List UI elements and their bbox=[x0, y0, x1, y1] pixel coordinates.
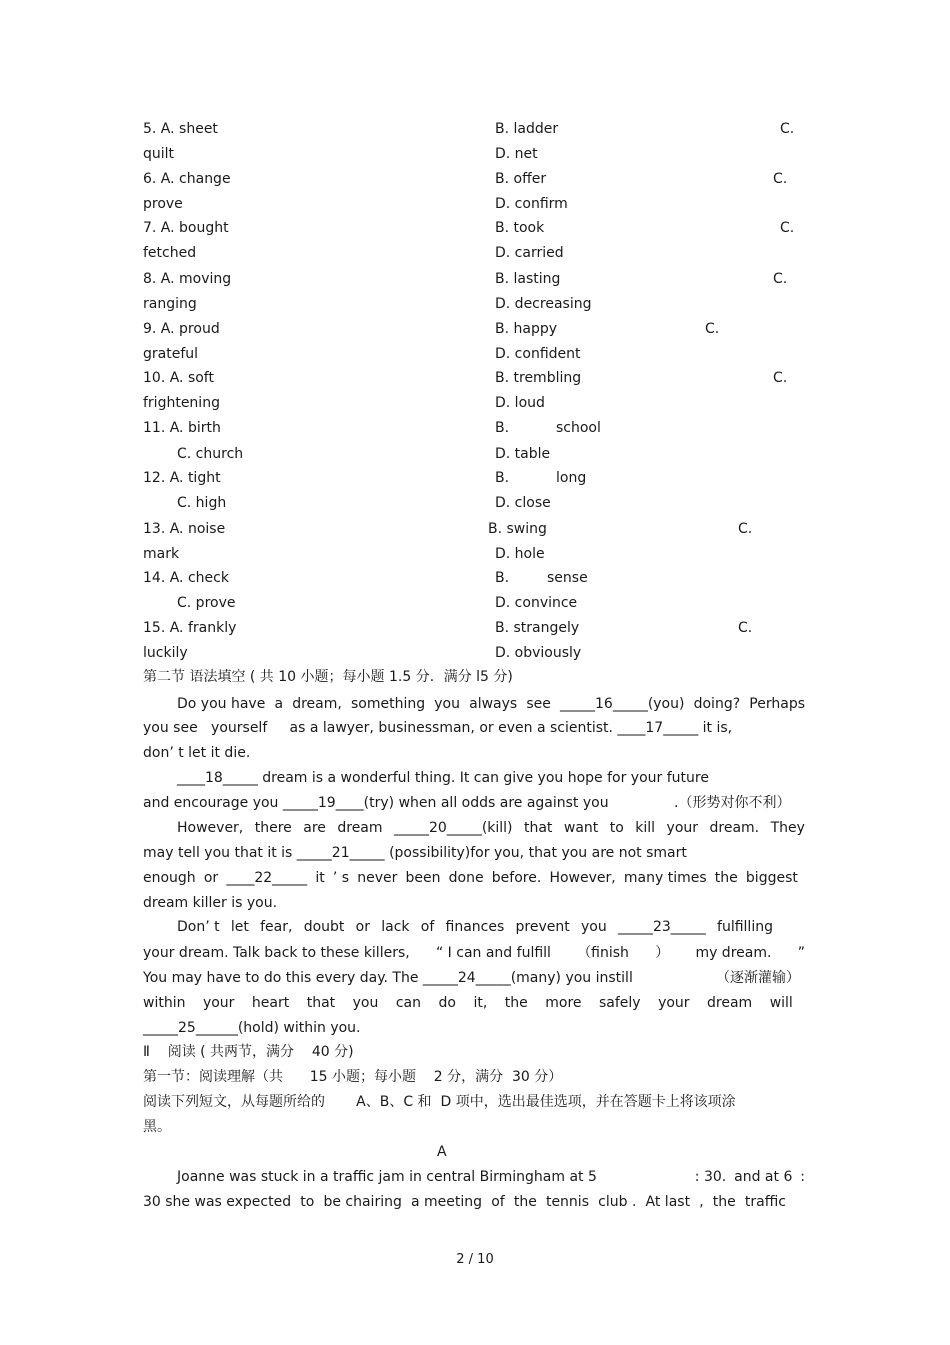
q5-option-c-word: quilt bbox=[143, 146, 175, 162]
passage-line bbox=[177, 918, 773, 936]
q15-option-a: 15. A. frankly bbox=[143, 620, 237, 636]
word: to bbox=[300, 1194, 315, 1210]
word: biggest bbox=[745, 870, 798, 886]
word: a bbox=[274, 696, 284, 712]
q10-option-d: D. loud bbox=[495, 395, 545, 411]
section2-heading: 第二节 语法填空 ( 共 10 小题；每小题 1.5 分．满分 l5 分) bbox=[143, 669, 513, 685]
q9-option-d: D. confident bbox=[495, 346, 581, 362]
word: Do you have bbox=[177, 696, 266, 712]
q12-option-b-word: long bbox=[556, 470, 587, 486]
word: never bbox=[357, 870, 398, 886]
word: your bbox=[666, 820, 699, 836]
word: something bbox=[350, 696, 426, 712]
word: can bbox=[395, 995, 422, 1011]
word: （finish bbox=[577, 945, 629, 961]
word: fulfilling bbox=[717, 919, 773, 935]
word: finances bbox=[445, 919, 505, 935]
q9-option-c-word: grateful bbox=[143, 346, 199, 362]
word: you bbox=[352, 995, 379, 1011]
word: enough bbox=[143, 870, 196, 886]
word: that bbox=[306, 995, 336, 1011]
passage-gloss: .（形势对你不利） bbox=[674, 795, 791, 811]
q6-option-c-word: prove bbox=[143, 196, 183, 212]
word: your bbox=[202, 995, 235, 1011]
section1-heading: 第一节：阅读理解（共 15 小题；每小题 2 分，满分 30 分） bbox=[143, 1069, 563, 1085]
passage-line bbox=[177, 695, 805, 713]
blank-20: _____20_____(kill) bbox=[394, 820, 513, 836]
blank-16: _____16_____(you) bbox=[560, 696, 685, 712]
word: Don’ t bbox=[177, 919, 220, 935]
q13-option-d: D. hole bbox=[495, 546, 545, 562]
word: your dream. Talk back to these killers, bbox=[143, 945, 410, 961]
q11-option-b-word: school bbox=[556, 420, 601, 436]
q9-option-c: C. bbox=[705, 321, 720, 337]
reading-line bbox=[143, 1193, 786, 1211]
word: want bbox=[563, 820, 599, 836]
blank-23: _____23_____ bbox=[617, 919, 706, 935]
q14-option-b-word: sense bbox=[547, 570, 588, 586]
word: At last bbox=[645, 1194, 691, 1210]
word: : 30. bbox=[694, 1169, 727, 1185]
q5-option-c: C. bbox=[780, 121, 795, 137]
word: However, bbox=[549, 870, 616, 886]
word: been bbox=[405, 870, 441, 886]
q10-option-a: 10. A. soft bbox=[143, 370, 214, 386]
q7-option-a: 7. A. bought bbox=[143, 220, 229, 236]
q8-option-c: C. bbox=[773, 271, 788, 287]
word: or bbox=[355, 919, 370, 935]
q11-option-c: C. church bbox=[177, 446, 244, 462]
q13-option-a: 13. A. noise bbox=[143, 521, 226, 537]
word: more bbox=[545, 995, 582, 1011]
q12-option-d: D. close bbox=[495, 495, 551, 511]
word: 30 she was expected bbox=[143, 1194, 292, 1210]
q7-option-c: C. bbox=[780, 220, 795, 236]
word: club . bbox=[598, 1194, 637, 1210]
q13-option-c: C. bbox=[738, 521, 753, 537]
instruction-line: 阅读下列短文，从每题所给的 A、B、C 和 D 项中，选出最佳选项，并在答题卡上将该项涂 bbox=[143, 1094, 736, 1110]
word: see bbox=[526, 696, 551, 712]
word: done bbox=[448, 870, 484, 886]
word: safely bbox=[598, 995, 641, 1011]
word: of bbox=[420, 919, 435, 935]
q11-option-b: B. bbox=[495, 420, 510, 436]
word: it, bbox=[473, 995, 488, 1011]
word: before. bbox=[491, 870, 542, 886]
word: it bbox=[315, 870, 325, 886]
word: ” bbox=[797, 945, 805, 961]
q5-option-d: D. net bbox=[495, 146, 538, 162]
q5-option-a: 5. A. sheet bbox=[143, 121, 218, 137]
word: within bbox=[143, 995, 186, 1011]
q11-option-a: 11. A. birth bbox=[143, 420, 221, 436]
page-number: 2 / 10 bbox=[456, 1252, 494, 1267]
passage-line: may tell you that it is _____21_____ (possibility)for you, that you are not smart bbox=[143, 845, 687, 861]
q12-option-b: B. bbox=[495, 470, 510, 486]
word: dream bbox=[337, 820, 383, 836]
q10-option-c-word: frightening bbox=[143, 395, 220, 411]
passage-line: ____18_____ dream is a wonderful thing. It can give you hope for your future bbox=[177, 770, 709, 786]
q11-option-d: D. table bbox=[495, 446, 551, 462]
q8-option-c-word: ranging bbox=[143, 296, 197, 312]
word: prevent bbox=[515, 919, 570, 935]
passage-line: don’ t let it die. bbox=[143, 745, 251, 761]
q9-option-a: 9. A. proud bbox=[143, 321, 220, 337]
word: you bbox=[434, 696, 460, 712]
q15-option-b: B. strangely bbox=[495, 620, 580, 636]
word: fear, bbox=[260, 919, 293, 935]
word: However, bbox=[177, 820, 244, 836]
q15-option-c-word: luckily bbox=[143, 645, 188, 661]
blank-22: ____22_____ bbox=[226, 870, 308, 886]
word: doubt bbox=[303, 919, 345, 935]
q8-option-b: B. lasting bbox=[495, 271, 561, 287]
q6-option-b: B. offer bbox=[495, 171, 547, 187]
word: tennis bbox=[545, 1194, 589, 1210]
passage-line: and encourage you _____19____(try) when all odds are against you bbox=[143, 795, 609, 811]
q12-option-a: 12. A. tight bbox=[143, 470, 221, 486]
word: dream bbox=[707, 995, 753, 1011]
q8-option-d: D. decreasing bbox=[495, 296, 592, 312]
part2-heading: Ⅱ 阅读 ( 共两节，满分 40 分) bbox=[143, 1044, 354, 1060]
q15-option-d: D. obviously bbox=[495, 645, 582, 661]
word: or bbox=[203, 870, 219, 886]
word: do bbox=[438, 995, 456, 1011]
q14-option-d: D. convince bbox=[495, 595, 578, 611]
word: your bbox=[658, 995, 690, 1011]
q14-option-b: B. bbox=[495, 570, 510, 586]
word: to bbox=[609, 820, 624, 836]
q13-option-b: B. swing bbox=[488, 521, 547, 537]
passage-line bbox=[143, 869, 798, 887]
q13-option-c-word: mark bbox=[143, 546, 180, 562]
reading-line bbox=[177, 1168, 805, 1186]
q15-option-c: C. bbox=[738, 620, 753, 636]
q14-option-c: C. prove bbox=[177, 595, 236, 611]
word: They bbox=[770, 820, 805, 836]
word: lack bbox=[381, 919, 410, 935]
word: you bbox=[580, 919, 607, 935]
word: and at 6 bbox=[734, 1169, 793, 1185]
word: will bbox=[769, 995, 793, 1011]
word: heart bbox=[251, 995, 290, 1011]
word: Joanne was stuck in a traffic jam in central Birmingham at 5 bbox=[177, 1169, 597, 1185]
word: that bbox=[523, 820, 553, 836]
passage-line bbox=[143, 944, 805, 962]
passage-line: _____25______(hold) within you. bbox=[143, 1020, 361, 1036]
q7-option-b: B. took bbox=[495, 220, 545, 236]
q5-option-b: B. ladder bbox=[495, 121, 559, 137]
passage-line: dream killer is you. bbox=[143, 895, 278, 911]
word: : bbox=[800, 1169, 805, 1185]
passage-line: you see yourself as a lawyer, businessman, or even a scientist. ____17_____ it is, bbox=[143, 720, 733, 736]
word: my dream. bbox=[695, 945, 772, 961]
word: always bbox=[469, 696, 518, 712]
q8-option-a: 8. A. moving bbox=[143, 271, 232, 287]
passage-a-label: A bbox=[437, 1144, 447, 1160]
word: many times bbox=[623, 870, 707, 886]
word: ） bbox=[655, 945, 670, 961]
word: ’ s bbox=[332, 870, 350, 886]
q7-option-c-word: fetched bbox=[143, 245, 197, 261]
word: the bbox=[504, 995, 528, 1011]
word: dream. bbox=[709, 820, 760, 836]
passage-line bbox=[177, 819, 805, 837]
word: the bbox=[712, 1194, 736, 1210]
word: doing? bbox=[693, 696, 741, 712]
q6-option-d: D. confirm bbox=[495, 196, 568, 212]
word: of bbox=[491, 1194, 505, 1210]
word: are bbox=[303, 820, 326, 836]
q14-option-a: 14. A. check bbox=[143, 570, 229, 586]
word: be chairing bbox=[323, 1194, 402, 1210]
word: traffic bbox=[744, 1194, 786, 1210]
passage-line: You may have to do this every day. The _____24_____(many) you instill bbox=[143, 970, 633, 986]
q7-option-d: D. carried bbox=[495, 245, 564, 261]
word: a meeting bbox=[411, 1194, 483, 1210]
q10-option-c: C. bbox=[773, 370, 788, 386]
instruction-line: 黑。 bbox=[143, 1119, 171, 1135]
q9-option-b: B. happy bbox=[495, 321, 558, 337]
word: there bbox=[254, 820, 292, 836]
word: kill bbox=[635, 820, 656, 836]
word: the bbox=[513, 1194, 537, 1210]
word: let bbox=[230, 919, 249, 935]
q12-option-c: C. high bbox=[177, 495, 227, 511]
q6-option-a: 6. A. change bbox=[143, 171, 231, 187]
word: Perhaps bbox=[749, 696, 805, 712]
q10-option-b: B. trembling bbox=[495, 370, 582, 386]
passage-gloss: （逐渐灌输） bbox=[716, 970, 800, 986]
q6-option-c: C. bbox=[773, 171, 788, 187]
word: dream, bbox=[292, 696, 342, 712]
word: , bbox=[699, 1194, 704, 1210]
passage-line bbox=[143, 994, 793, 1012]
word: “ I can and fulfill bbox=[435, 945, 551, 961]
word: the bbox=[714, 870, 738, 886]
